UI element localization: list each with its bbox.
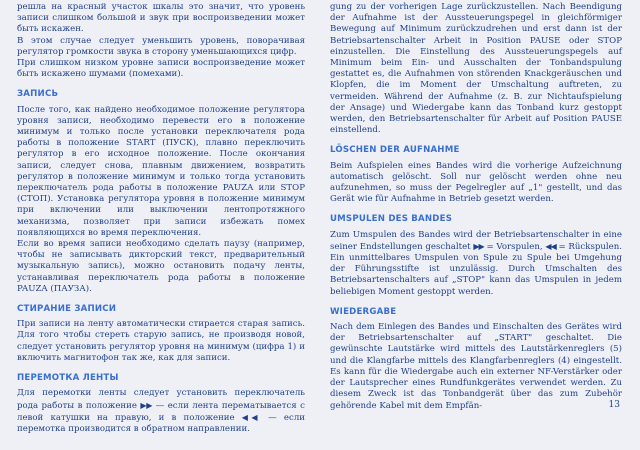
paragraph: Beim Aufspielen eines Bandes wird die vorherige Aufzeichnung automatisch gelöscht. Soll nur gelöscht werden ohne neu aufzunehmen, so muss der Pegelregler auf „1" gestellt, und das Gerät wie für Aufnahme in Betrieb gesetzt werden. [330, 160, 622, 205]
section-heading-playback: WIEDERGABE [330, 306, 397, 317]
paragraph: решла на красный участок шкалы это значит, что уровень записи слишком большой и звук при воспроизведении может быть искажен. [17, 2, 305, 35]
text-run: Zum Umspulen des Bandes wird der Betriebsartenschalter in eine seiner Endstellungen geschaltet [330, 229, 622, 252]
paragraph: При записи на ленту автоматически стирается старая запись. Для того чтобы стереть старую запись, не производя новой, следует установить регулятор уровня на минимум (цифра 1) и включить магнитофон так же, как для записи. [17, 319, 305, 363]
page-number: 13 [608, 400, 620, 410]
fast-forward-icon: ▶▶ [473, 241, 484, 251]
text-run: = Vorspulen, [486, 241, 543, 252]
paragraph-rewind [17, 388, 305, 435]
text-run: — если лента перематывается с левой катушки на правую, и в положение [17, 400, 305, 423]
fast-forward-icon: ▶▶ [140, 400, 153, 410]
russian-column [17, 2, 305, 435]
paragraph: Nach dem Einlegen des Bandes und Einschalten des Gerätes wird der Betriebsartenschalter auf „START" geschaltet. Die gewünschte Lautstärke wird mittels des Lautstärkenreglers (5) und die Klangfarbe mittels des Klangfarbenreglers (4) eingestellt. Es kann für die Wiedergabe auch ein externer NF-Verstärker oder der Lautsprecher eines Rundfunkgerätes verwendet werden. Zu diesem Zweck ist das Tonbandgerät über das zum Zubehör gehörende Kabel mit dem Empfän- [330, 322, 622, 411]
text-run: Для перемотки ленты следует установить переключатель рода работы в положение [17, 388, 305, 411]
section-heading-rewind: ПЕРЕМОТКА ЛЕНТЫ [17, 373, 119, 384]
rewind-icon: ◀◀ [545, 241, 556, 251]
paragraph: gung zu der vorherigen Lage zurückzustellen. Nach Beendigung der Aufnahme ist der Aussteuerungspegel in gleichförmiger Bewegung auf Minimum zurückzudrehen und erst dann ist der Betriebsartenschalter Arbeit in Position PAUSE oder STOP einzustellen. Die Einstellung des Aussteuerungspegels auf Minimum beim Ein- und Ausschalten der Tonbandspulung gestattet es, die Aufnahmen von störenden Knackgeräuschen und Klopfen, die im Moment der Umschaltung auftreten, zu vermeiden. Während der Aufnahme (z. B. zur Nichtaufspielung der Ansage) und Wiedergabe kann das Tonband kurz gestoppt werden, den Betriebsartenschalter für Arbeit auf Position PAUSE einstellend. [330, 2, 622, 136]
section-heading-erase: СТИРАНИЕ ЗАПИСИ [17, 304, 117, 315]
section-heading-record: ЗАПИСЬ [17, 89, 59, 100]
section-heading-rewind: UMSPULEN DES BANDES [330, 214, 453, 225]
german-column [330, 2, 622, 412]
section-heading-delete: LÖSCHEN DER AUFNAHME [330, 145, 460, 156]
paragraph: Если во время записи необходимо сделать паузу (например, чтобы не записывать дикторский текст, предварительный музыкальную запись), можно остановить подачу ленты, устанавливая переключатель рода работы в положение PAUZA (ПАУЗА). [17, 239, 305, 294]
paragraph: В этом случае следует уменьшить уровень, поворачивая регулятор громкости звука в сторону уменьшающихся цифр. [17, 35, 305, 57]
paragraph: После того, как найдено необходимое положение регулятора уровня записи, необходимо перевести его в положение минимум и только после установки переключателя рода работы в положение START (ПУСК), плавно переключить регулятор в его исходное положение. После окончания записи, следует снова, плавным движением, возвратить регулятор в положение минимум и только тогда установить переключатель рода работы в положение PAUZA или STOP (СТОП). Установка регулятора уровня в положение минимум при включении или выключении лентопротяжного механизма, позволяет при записи избежать помех появляющихся во время переключения. [17, 104, 305, 238]
paragraph: При слишком низком уровне записи воспроизведение может быть искажено шумами (помехами). [17, 58, 305, 80]
text-run: = Rückspulen. Ein unmittelbares Umspulen von Spule zu Spule bei Umgehung der Führungsstifte ist unzulässig. Durch Umschalten des Betriebsartenschalters auf „STOP" kann das Umspulen in jedem beliebigen Moment gestoppt werden. [330, 241, 623, 297]
rewind-icon: ◀◀ [241, 412, 261, 422]
paragraph-rewind [330, 230, 622, 298]
text-run: — если перемотка производится в обратном направлении. [17, 412, 306, 434]
